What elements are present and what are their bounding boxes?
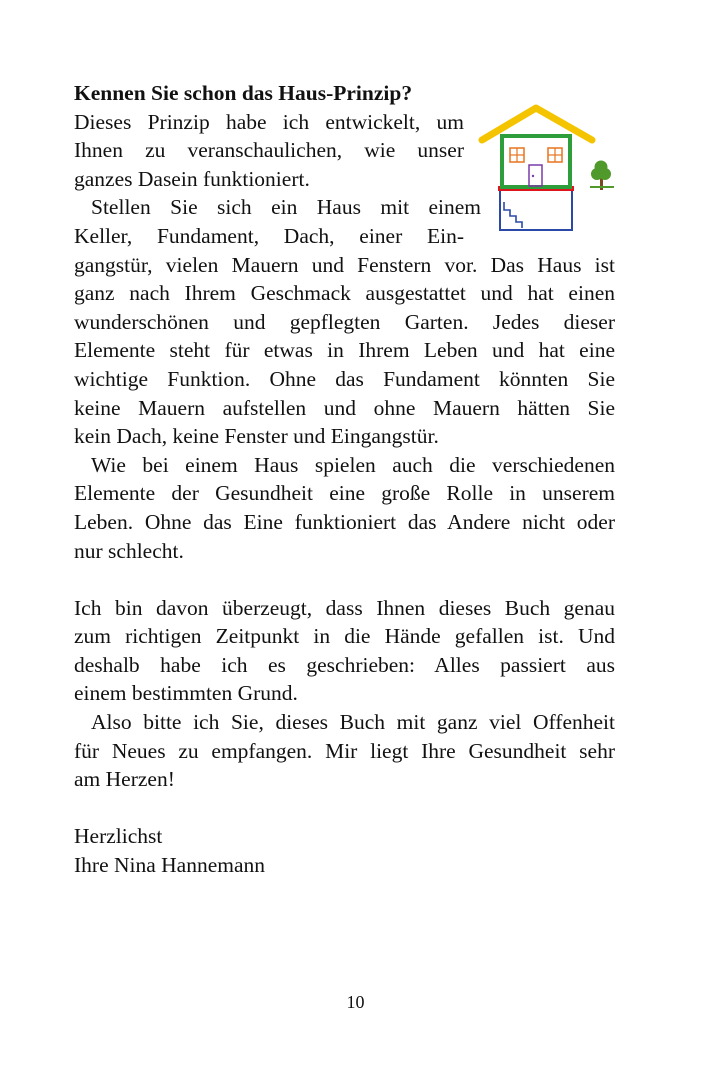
signature-line: Ihre Nina Hannemann: [74, 853, 266, 878]
text-line: wichtige Funktion. Ohne das Fundament könnten Sie: [74, 366, 615, 391]
text-line: Wie bei einem Haus spielen auch die verschiedenen: [91, 452, 615, 477]
text-line: keine Mauern aufstellen und ohne Mauern hätten Sie: [74, 395, 615, 420]
tree: [590, 161, 614, 191]
text-line: Also bitte ich Sie, dieses Buch mit ganz viel Offenheit: [91, 710, 615, 735]
text-line: zum richtigen Zeitpunkt in die Hände gefallen ist. Und: [74, 624, 615, 649]
text-line: Stellen Sie sich ein Haus mit einem: [91, 195, 481, 220]
text-line: Elemente der Gesundheit eine große Rolle in unserem: [74, 481, 615, 506]
text-line: einem bestimmten Grund.: [74, 681, 298, 706]
text-line: ganzes Dasein funktioniert.: [74, 166, 310, 191]
text-line: nur schlecht.: [74, 538, 184, 563]
text-line: deshalb habe ich es geschrieben: Alles passiert aus: [74, 652, 615, 677]
text-line: wunderschönen und gepflegten Garten. Jedes dieser: [74, 309, 615, 334]
text-line: Ich bin davon überzeugt, dass Ihnen dieses Buch genau: [74, 595, 615, 620]
page-number: 10: [346, 992, 365, 1012]
paragraph-gap: [74, 565, 615, 594]
cellar: [500, 190, 572, 230]
section-heading: Kennen Sie schon das Haus-Prinzip?: [74, 81, 413, 105]
text-line: für Neues zu empfangen. Mir liegt Ihre Gesundheit sehr: [74, 738, 615, 763]
text-line: Dieses Prinzip habe ich entwickelt, um: [74, 109, 464, 134]
window-right: [548, 148, 562, 162]
text-line: Ihnen zu veranschaulichen, wie unser: [74, 138, 464, 163]
text-line: ganz nach Ihrem Geschmack ausgestattet und hat einen: [74, 281, 615, 306]
text-line: Elemente steht für etwas in Ihrem Leben und hat eine: [74, 338, 615, 363]
text-line: kein Dach, keine Fenster und Eingangstür.: [74, 424, 439, 449]
text-line: gangstür, vielen Mauern und Fenstern vor. Das Haus ist: [74, 252, 615, 277]
door: [529, 165, 542, 186]
text-line: Leben. Ohne das Eine funktioniert das Andere nicht oder: [74, 509, 615, 534]
text-line: Keller, Fundament, Dach, einer Ein-: [74, 223, 464, 248]
closing-line: Herzlichst: [74, 824, 163, 849]
window-left: [510, 148, 524, 162]
paragraph-gap: [74, 794, 615, 823]
text-line: am Herzen!: [74, 767, 175, 792]
house-illustration: [478, 102, 618, 234]
